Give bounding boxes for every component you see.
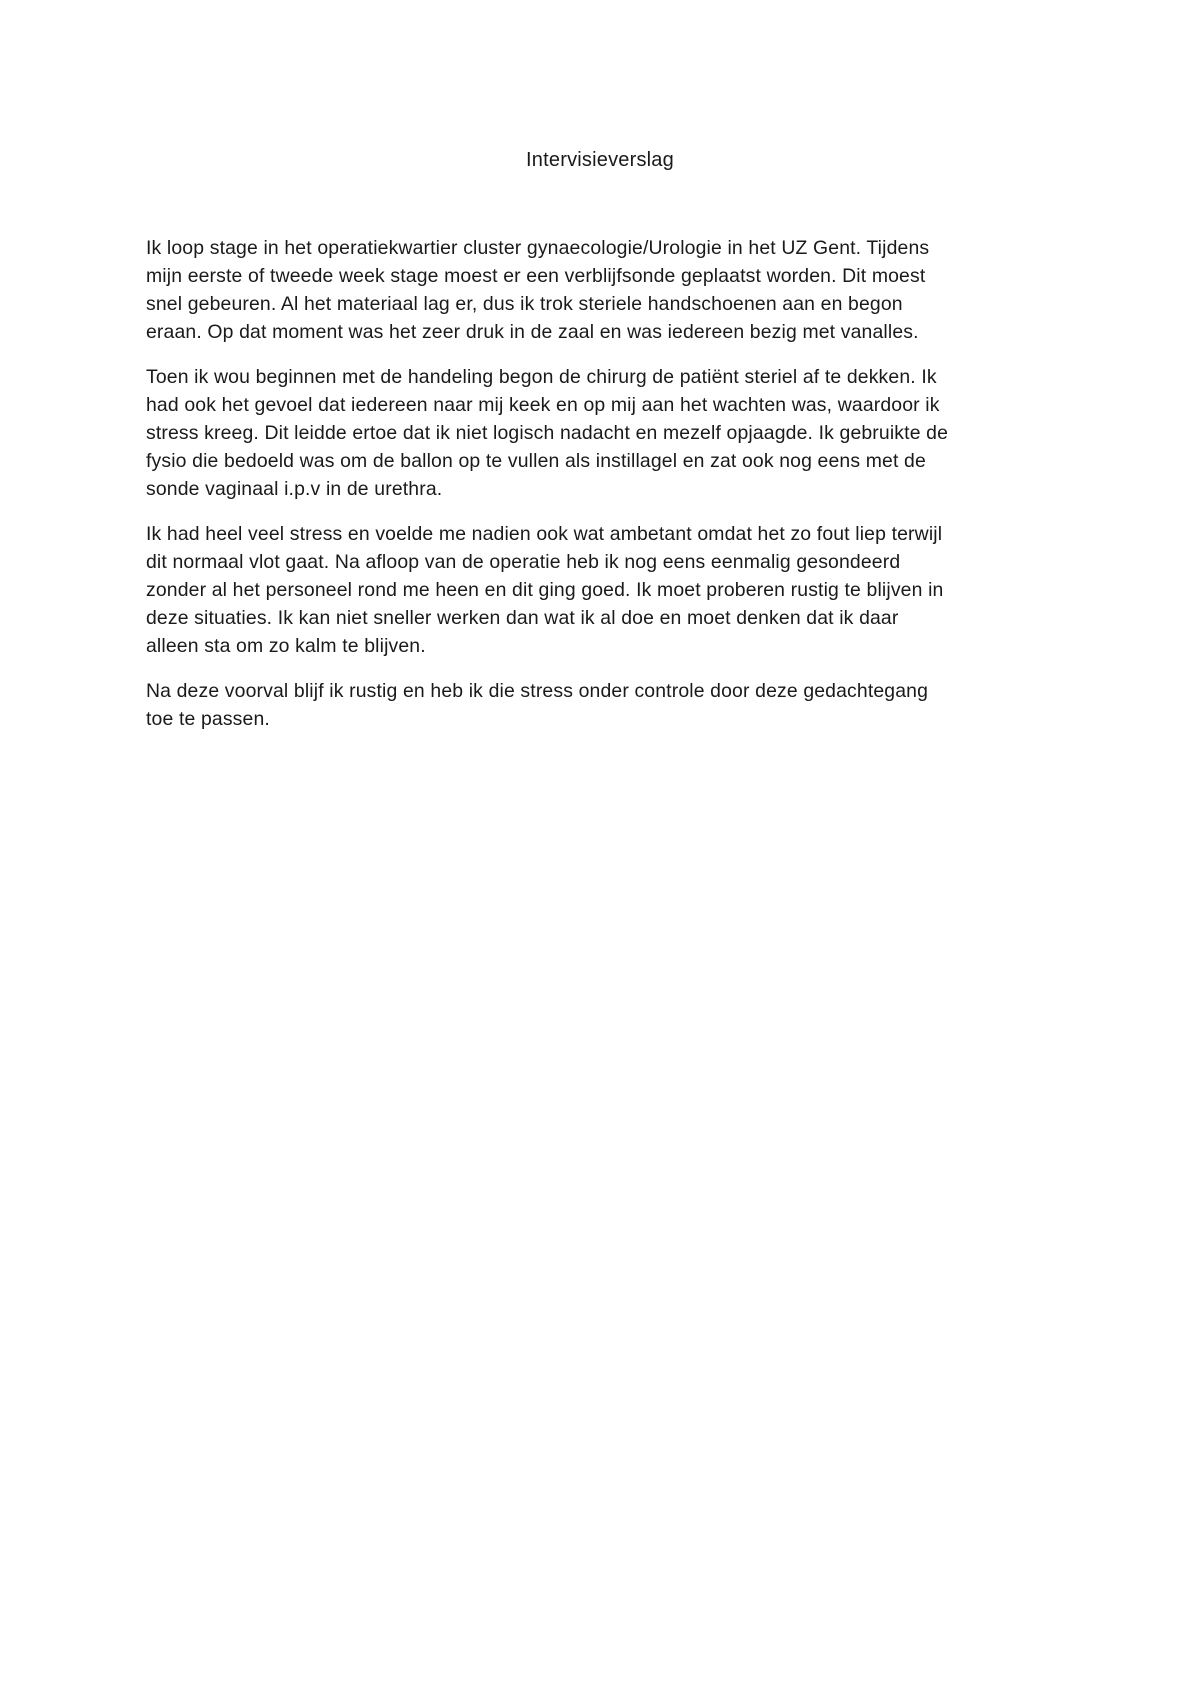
document-body	[146, 234, 1061, 750]
paragraph-line: alleen sta om zo kalm te blijven.	[146, 635, 426, 657]
paragraph-line: Toen ik wou beginnen met de handeling begon de chirurg de patiënt steriel af te dekken. Ik	[146, 366, 937, 388]
paragraph-line: had ook het gevoel dat iedereen naar mij keek en op mij aan het wachten was, waardoor ik	[146, 394, 940, 416]
paragraph-line: stress kreeg. Dit leidde ertoe dat ik niet logisch nadacht en mezelf opjaagde. Ik gebruikte de	[146, 422, 949, 444]
paragraph-3	[146, 520, 1061, 660]
paragraph-2	[146, 363, 1061, 503]
paragraph-line: mijn eerste of tweede week stage moest er een verblijfsonde geplaatst worden. Dit moest	[146, 265, 926, 287]
paragraph-line: deze situaties. Ik kan niet sneller werken dan wat ik al doe en moet denken dat ik daar	[146, 607, 899, 629]
paragraph-line: snel gebeuren. Al het materiaal lag er, dus ik trok steriele handschoenen aan en begon	[146, 293, 903, 315]
document-title: Intervisieverslag	[526, 149, 674, 171]
paragraph-line: toe te passen.	[146, 708, 270, 730]
paragraph-1	[146, 234, 1061, 346]
paragraph-line: Ik had heel veel stress en voelde me nadien ook wat ambetant omdat het zo fout liep terwijl	[146, 523, 943, 545]
paragraph-line: sonde vaginaal i.p.v in de urethra.	[146, 478, 443, 500]
paragraph-line: Na deze voorval blijf ik rustig en heb ik die stress onder controle door deze gedachtegang	[146, 680, 929, 702]
paragraph-line: eraan. Op dat moment was het zeer druk in de zaal en was iedereen bezig met vanalles.	[146, 321, 919, 343]
paragraph-line: dit normaal vlot gaat. Na afloop van de operatie heb ik nog eens eenmalig gesondeerd	[146, 551, 901, 573]
paragraph-line: zonder al het personeel rond me heen en dit ging goed. Ik moet proberen rustig te blijven in	[146, 579, 944, 601]
paragraph-line: fysio die bedoeld was om de ballon op te vullen als instillagel en zat ook nog eens met de	[146, 450, 926, 472]
paragraph-4	[146, 677, 1061, 733]
paragraph-line: Ik loop stage in het operatiekwartier cluster gynaecologie/Urologie in het UZ Gent. Tijdens	[146, 237, 930, 259]
